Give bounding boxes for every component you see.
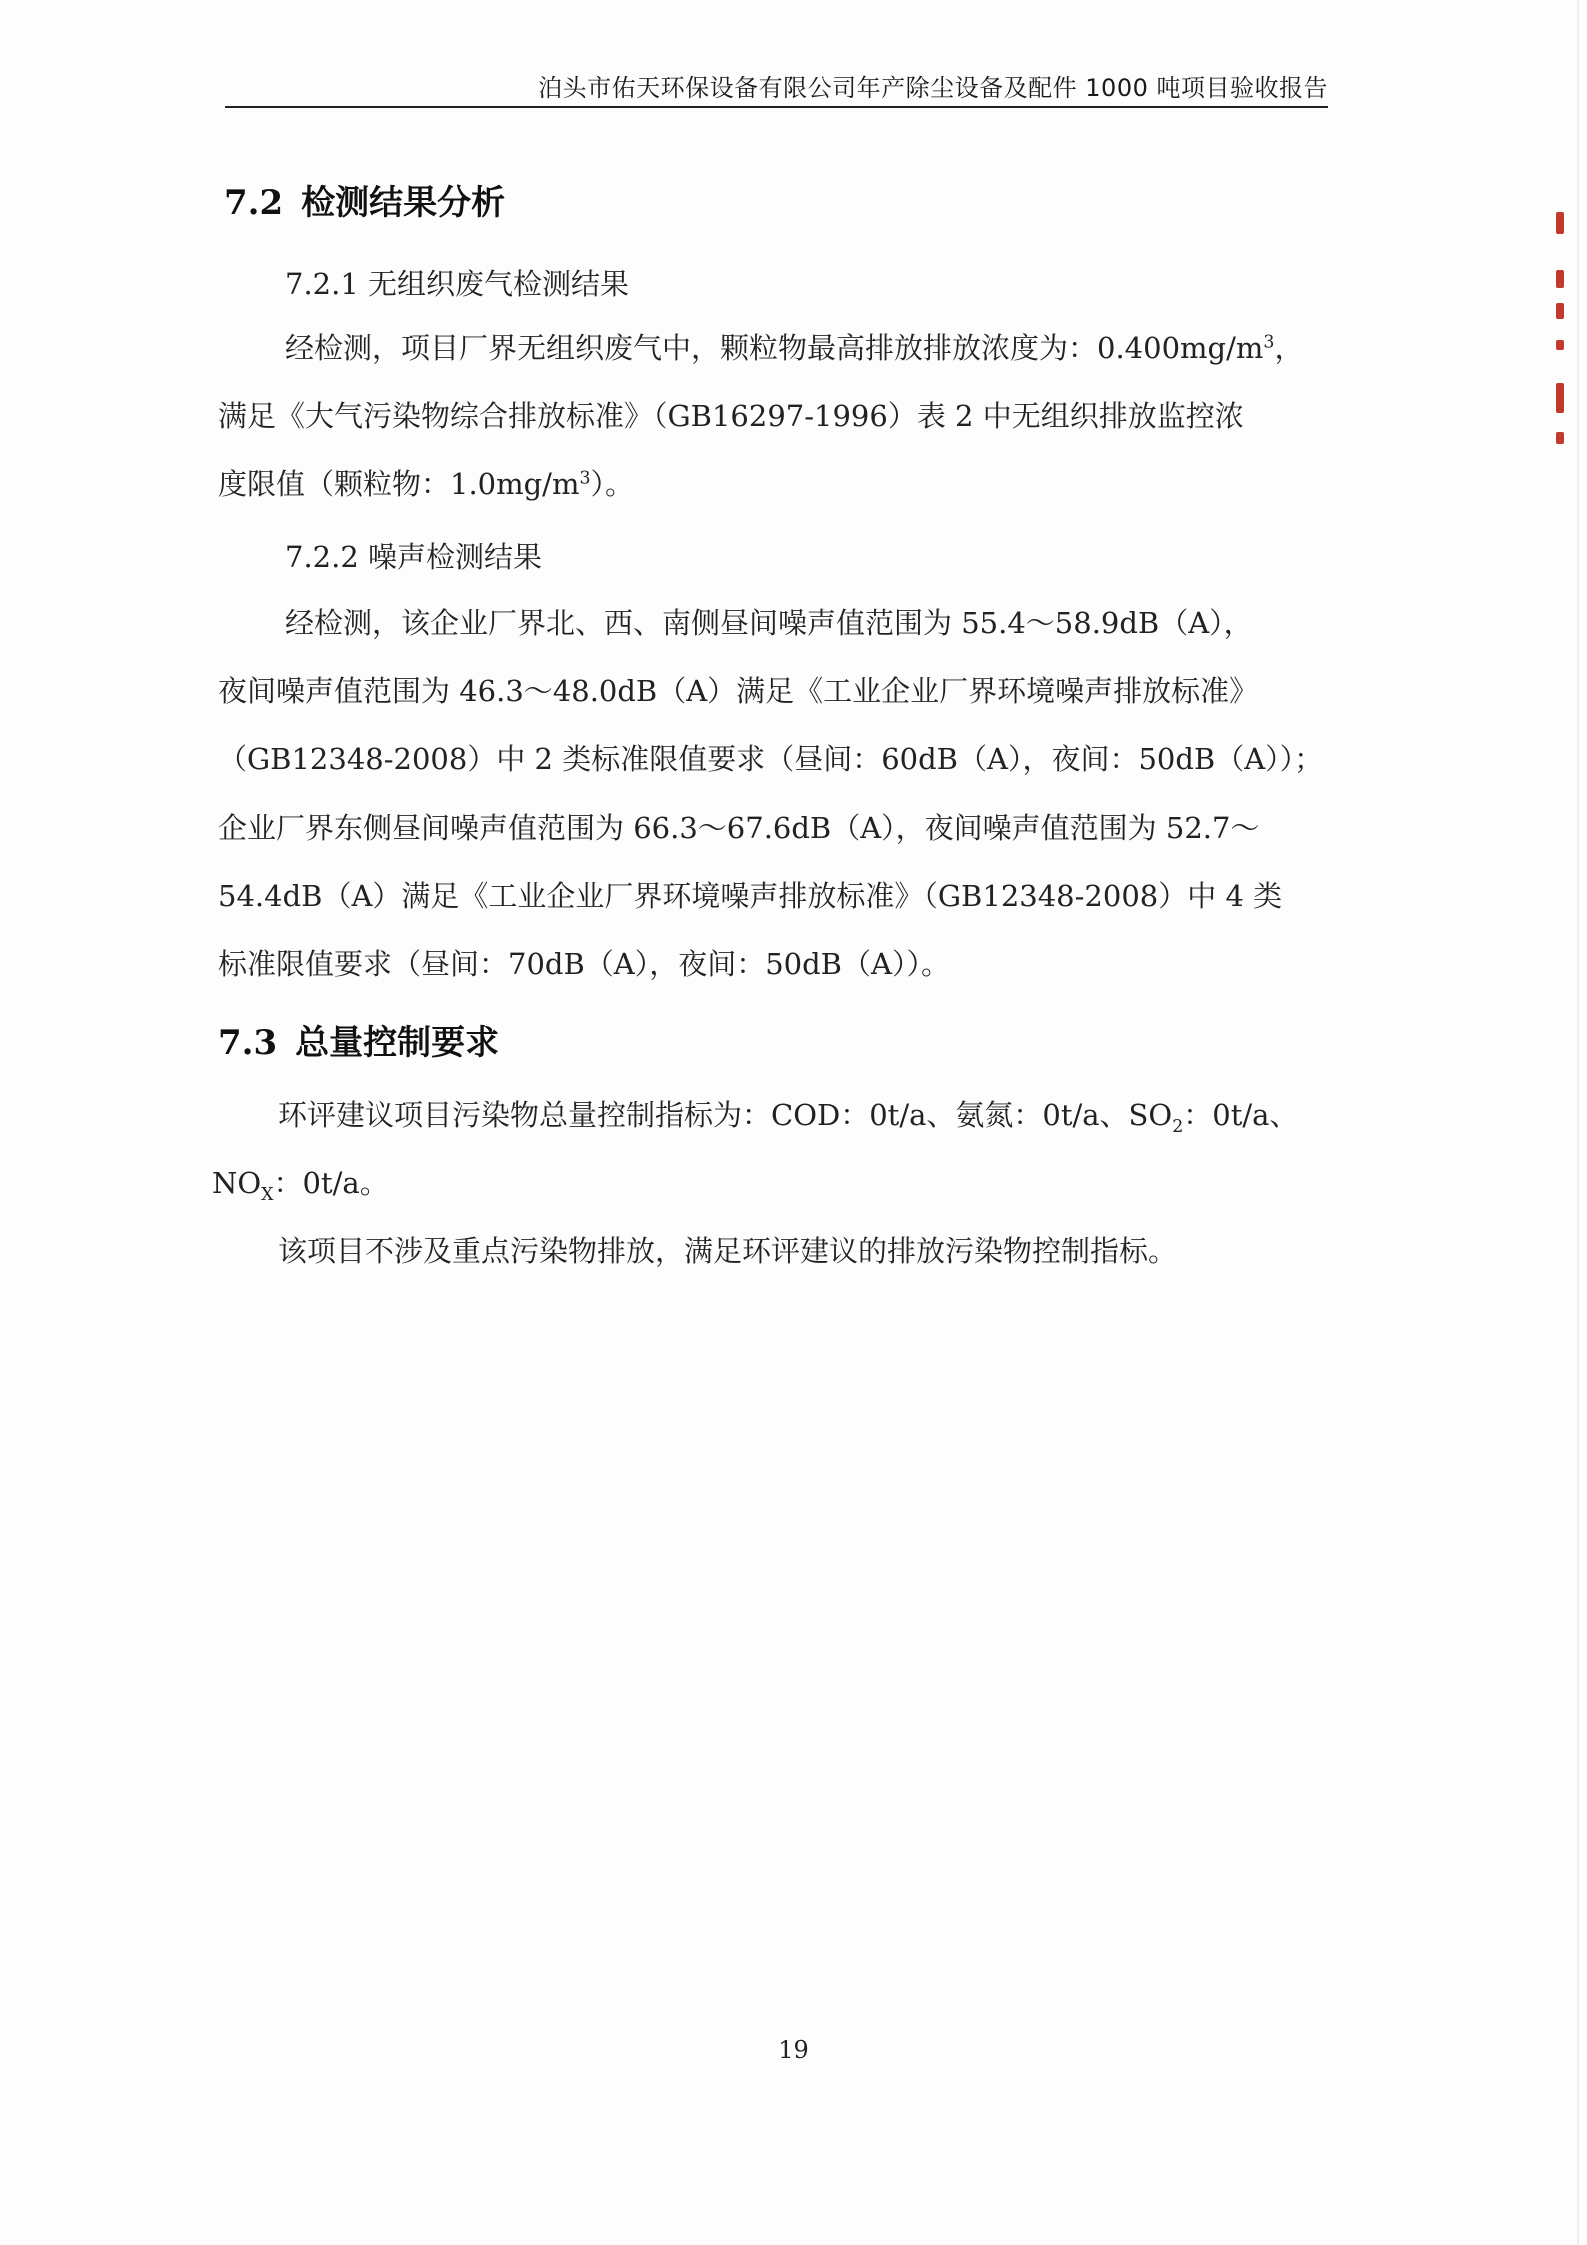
seal-fragment-mark — [1556, 340, 1564, 350]
paragraph-line: （GB12348-2008）中 2 类标准限值要求（昼间：60dB（A），夜间：50dB（A））； — [218, 742, 1324, 776]
paragraph-line: 经检测，项目厂界无组织废气中，颗粒物最高排放排放浓度为：$0.400mg/m^3$， — [285, 331, 1304, 365]
paragraph-line: 54.4dB（A）满足《工业企业厂界环境噪声排放标准》（GB12348-2008）中 4 类 — [218, 879, 1283, 913]
subsection-heading-7-2-2: 7.2.2 噪声检测结果 — [285, 540, 543, 574]
seal-fragment-mark — [1556, 383, 1564, 413]
paragraph-line: $NO_X$：0t/a。 — [212, 1166, 389, 1205]
section-heading-7-2 — [224, 175, 505, 224]
section-title: 检测结果分析 — [301, 183, 506, 223]
running-header: 泊头市佑天环保设备有限公司年产除尘设备及配件 1000 吨项目验收报告 — [538, 74, 1328, 102]
page-number: 19 — [778, 2036, 809, 2064]
paragraph-line: 经检测，该企业厂界北、西、南侧昼间噪声值范围为 55.4～58.9dB（A）， — [285, 606, 1253, 640]
scan-edge-shadow — [1577, 0, 1579, 2245]
seal-fragment-mark — [1556, 212, 1564, 234]
paragraph-line: 该项目不涉及重点污染物排放，满足环评建议的排放污染物控制指标。 — [278, 1234, 1178, 1268]
section-number: 7.3 — [218, 1023, 278, 1063]
paragraph-line: 企业厂界东侧昼间噪声值范围为 66.3～67.6dB（A），夜间噪声值范围为 52.7～ — [218, 811, 1260, 845]
section-number: 7.2 — [224, 183, 284, 223]
paragraph-line: 满足《大气污染物综合排放标准》（GB16297-1996）表 2 中无组织排放监控浓 — [218, 399, 1244, 433]
paragraph-line: 环评建议项目污染物总量控制指标为：COD：0t/a、氨氮：0t/a、$SO_2$：0t/a、 — [278, 1098, 1299, 1137]
seal-fragment-mark — [1556, 432, 1564, 444]
section-title: 总量控制要求 — [295, 1023, 500, 1063]
seal-fragment-mark — [1556, 270, 1564, 288]
section-heading-7-3 — [218, 1015, 499, 1064]
paragraph-line: 夜间噪声值范围为 46.3～48.0dB（A）满足《工业企业厂界环境噪声排放标准》 — [218, 674, 1259, 708]
subsection-heading-7-2-1: 7.2.1 无组织废气检测结果 — [285, 267, 630, 301]
paragraph-line: 标准限值要求（昼间：70dB（A），夜间：50dB（A））。 — [218, 947, 950, 981]
paragraph-line: 度限值（颗粒物：$1.0mg/m^3$）。 — [218, 467, 635, 501]
seal-fragment-mark — [1556, 303, 1564, 319]
header-divider — [225, 106, 1328, 108]
